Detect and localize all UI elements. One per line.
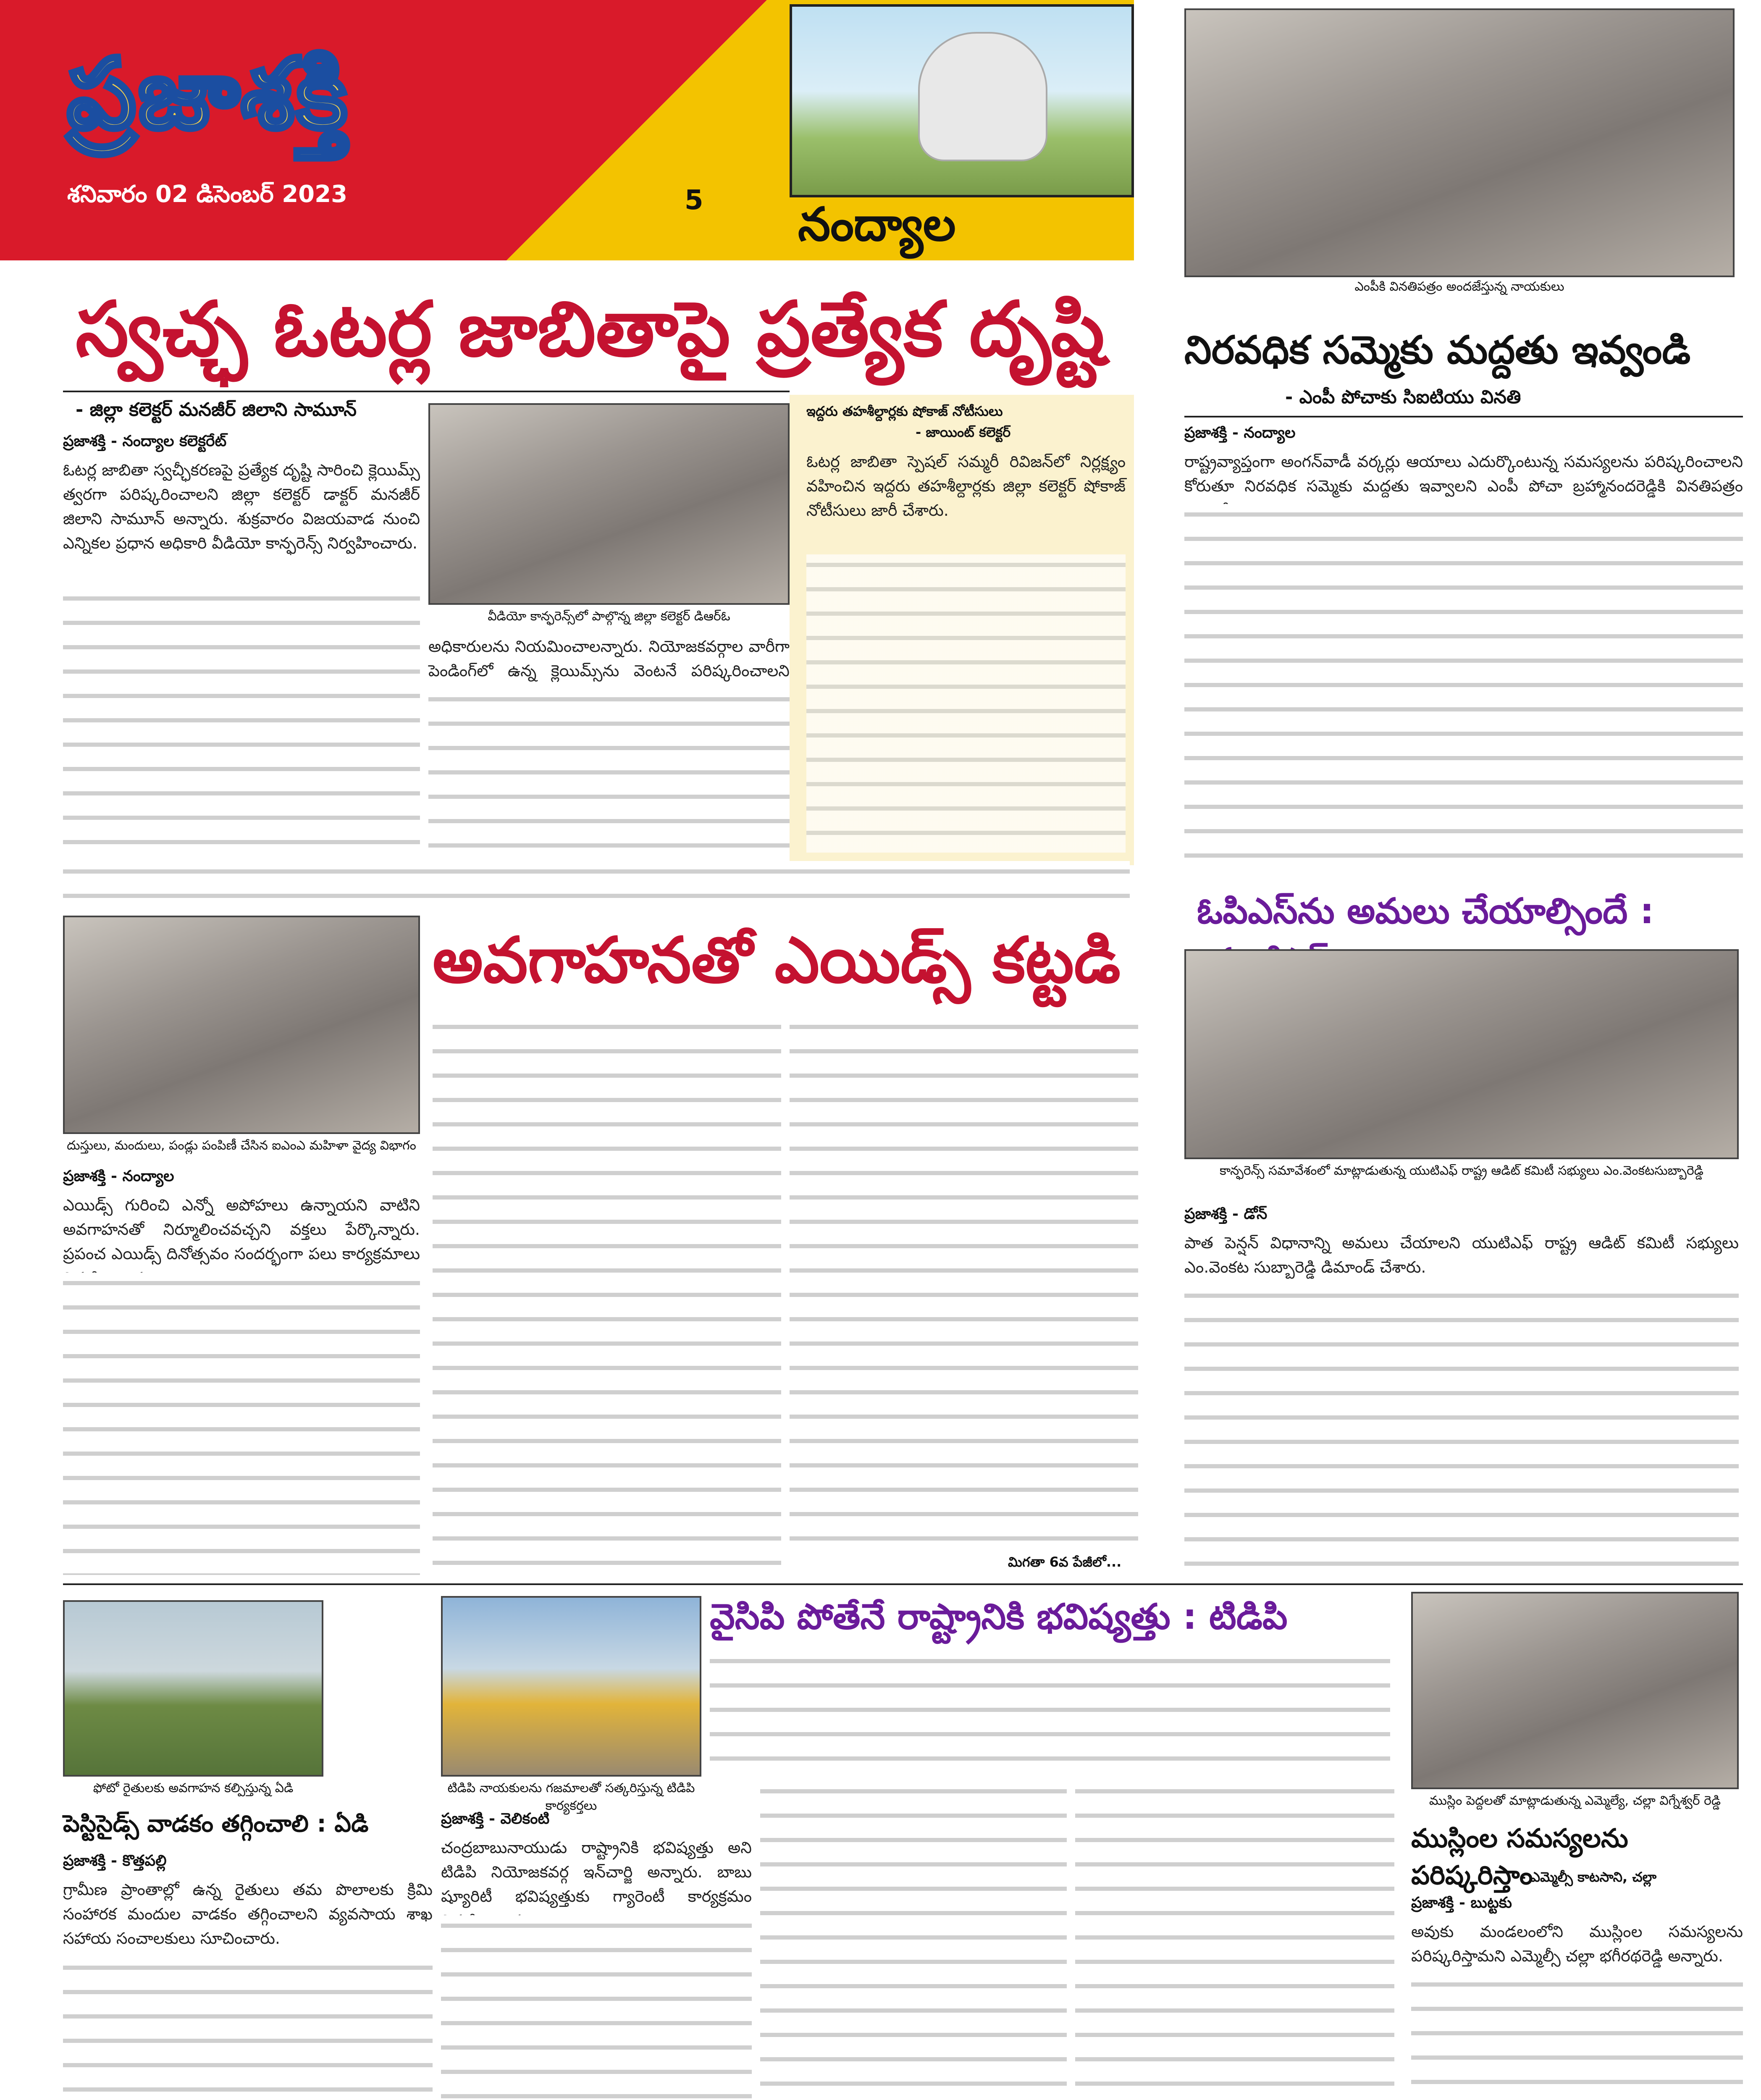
newspaper-logo: ప్రజాశక్తి	[67, 38, 350, 150]
divider	[63, 1583, 1743, 1585]
muslim-headline: ముస్లింల సమస్యలను పరిష్కరిస్తాం	[1411, 1823, 1628, 1890]
video-conference-caption: వీడియో కాన్ఫరెన్స్‌లో పాల్గొన్న జిల్లా కలెక్టర్ డిఆర్‌ఓ	[488, 609, 730, 624]
aids-headline: అవగాహనతో ఎయిడ్స్ కట్టడి	[433, 924, 1121, 997]
strike-support-body-text	[1184, 504, 1743, 874]
aids-body-col3	[790, 1016, 1138, 1554]
tdp-felicitation-photo	[441, 1596, 701, 1777]
muslim-dateline: ప్రజాశక్తి - బుట్టకు	[1411, 1894, 1512, 1911]
showcause-body-text	[806, 554, 1126, 853]
video-conference-photo	[428, 403, 790, 605]
nandi-statue-photo	[790, 4, 1134, 197]
tdp-body-col1	[441, 1915, 752, 2100]
issue-date: శనివారం 02 డిసెంబర్ 2023	[67, 181, 348, 208]
memorandum-photo	[1184, 8, 1735, 277]
tdp-body-col3	[1075, 1781, 1394, 2100]
strike-support-dateline: ప్రజాశక్తి - నంద్యాల	[1184, 424, 1296, 441]
tdp-body-top	[710, 1651, 1390, 1772]
tdp-dateline: ప్రజాశక్తి - వెలికంటి	[441, 1810, 550, 1827]
lead-body-bottom	[63, 861, 1130, 907]
aids-continued: మిగతా 6వ పేజీలో...	[1008, 1554, 1122, 1570]
muslim-body: అవుకు మండలంలోని ముస్లింల సమస్యలను పరిష్కరిస్తామని ఎమ్మెల్సీ చల్లా భగీరథరెడ్డి అన్నారు.	[1411, 1922, 1743, 1965]
divider	[1184, 416, 1743, 417]
muslim-body-text	[1411, 1974, 1743, 2100]
pesticides-dateline: ప్రజాశక్తి - కొత్తపల్లి	[63, 1852, 167, 1869]
utf-conference-caption: కాన్ఫరెన్స్ సమావేశంలో మాట్లాడుతున్న యుటిఎఫ్ రాష్ట్ర ఆడిట్ కమిటీ సభ్యులు ఎం.వెంకటసుబ్బారెడ్డి	[1220, 1163, 1703, 1178]
strike-support-byline: - ఎంపీ పోచాకు సిఐటియు వినతి	[1285, 386, 1521, 408]
tdp-felicitation-caption: టిడిపి నాయకులను గజమాలతో సత్కరిస్తున్న టిడిపి కార్యకర్తలు	[447, 1781, 695, 1813]
divider	[63, 391, 790, 392]
strike-support-body: రాష్ట్రవ్యాప్తంగా అంగన్‌వాడీ వర్కర్లు ఆయాలు ఎదుర్కొంటున్న సమస్యలను పరిష్కరించాలని కోరుతూ నిరవధిక సమ్మెకు మద్దతు ఇవ్వాలని ఎంపీ పోచా బ్రహ్మానందరెడ్డికి వినతిపత్రం	[1184, 452, 1743, 495]
lead-byline: - జిల్లా కలెక్టర్ మనజీర్ జిలాని సామూన్	[76, 399, 357, 420]
muslim-byline: - ఎమ్మెల్సీ కాటసాని, చల్లా	[1520, 1869, 1657, 1885]
aids-body-col2	[433, 1016, 781, 1575]
lead-body-col1	[63, 588, 420, 857]
lead-headline: స్వచ్ఛ ఓటర్ల జాబితాపై ప్రత్యేక దృష్టి	[76, 286, 1105, 373]
pesticides-body-text	[63, 1957, 433, 2100]
tdp-headline: వైసిపి పోతేనే రాష్ట్రానికి భవిష్యత్తు : టిడిపి	[710, 1596, 1288, 1637]
lead-body-col2: అధికారులను నియమించాలన్నారు. నియోజకవర్గాల వారీగా పెండింగ్‌లో ఉన్న క్లెయిమ్స్‌ను వెంటనే పరిష్కరించాలని	[428, 637, 790, 680]
pesticides-body: గ్రామీణ ప్రాంతాల్లో ఉన్న రైతులు తమ పొలాలకు క్రిమి సంహారక మందుల వాడకం తగ్గించాలని వ్యవసాయ శాఖ సహాయ సంచాలకులు సూచించారు.	[63, 1880, 433, 1948]
farmers-field-caption: ఫోటో రైతులకు అవగాహన కల్పిస్తున్న ఏడి	[93, 1781, 294, 1796]
memorandum-photo-caption: ఎంపీకి వినతిపత్రం అందజేస్తున్న నాయకులు	[1354, 279, 1564, 294]
strike-support-headline: నిరవధిక సమ్మెకు మద్దతు ఇవ్వండి	[1184, 328, 1691, 373]
page-number: 5	[685, 185, 703, 216]
showcause-heading: ఇద్దరు తహశీల్దార్లకు షోకాజ్ నోటీసులు	[806, 403, 1003, 419]
edition-name: నంద్యాల	[798, 197, 956, 251]
tdp-body: చంద్రబాబునాయుడు రాష్ట్రానికి భవిష్యత్తు అని టిడిపి నియోజకవర్గ ఇన్‌చార్జి అన్నారు. బాబు ష్యూరిటీ భవిష్యత్తుకు గ్యారెంటీ కార్యక్రమం	[441, 1838, 752, 1906]
muslim-meeting-photo	[1411, 1592, 1739, 1789]
aids-body: ఎయిడ్స్ గురించి ఎన్నో అపోహలు ఉన్నాయని వాటిని అవగాహనతో నిర్మూలించవచ్చని వక్తలు పేర్కొన్నారు. ప్రపంచ ఎయిడ్స్ దినోత్సవం సందర్భంగా పలు కార్యక్రమాలు	[63, 1196, 420, 1263]
muslim-meeting-caption: ముస్లిం పెద్దలతో మాట్లాడుతున్న ఎమ్మెల్యే, చల్లా విగ్నేశ్వర్ రెడ్డి	[1429, 1793, 1721, 1808]
nandi-statue-shape	[918, 32, 1047, 161]
tdp-body-col2	[760, 1781, 1067, 2100]
utf-conference-photo	[1184, 949, 1739, 1159]
ops-headline: ఓపిఎస్‌ను అమలు చేయాల్సిందే :	[1197, 890, 1654, 932]
ops-body: పాత పెన్షన్ విధానాన్ని అమలు చేయాలని యుటిఎఫ్ రాష్ట్ర ఆడిట్ కమిటీ సభ్యులు ఎం.వెంకట సుబ్బారెడ్డి డిమాండ్ చేశారు.	[1184, 1234, 1739, 1276]
aids-awareness-photo	[63, 916, 420, 1134]
aids-awareness-caption: దుస్తులు, మందులు, పండ్లు పంపిణీ చేసిన ఐఎంఎ మహిళా వైద్య విభాగం	[67, 1138, 416, 1153]
ops-body-text	[1184, 1285, 1739, 1571]
pesticides-headline: పెస్టిసైడ్స్ వాడకం తగ్గించాలి : ఏడి	[63, 1810, 369, 1838]
showcause-body: ఓటర్ల జాబితా స్పెషల్ సమ్మరీ రివిజన్‌లో నిర్లక్ష్యం వహించిన ఇద్దరు తహశీల్దార్లకు జిల్లా కలెక్టర్ షోకాజ్ నోటీసులు జారీ చేశారు.	[806, 452, 1126, 520]
showcause-byline: - జాయింట్ కలెక్టర్	[916, 424, 1011, 440]
lead-body-col2-text	[428, 689, 790, 857]
ops-dateline: ప్రజాశక్తి - డోన్	[1184, 1205, 1268, 1223]
lead-body-intro: ఓటర్ల జాబితా స్వచ్ఛీకరణపై ప్రత్యేక దృష్టి సారించి క్లెయిమ్స్ త్వరగా పరిష్కరించాలని జిల్లా కలెక్టర్ డాక్టర్ మనజీర్ జిలాని సామూన్ అన్నారు. శుక్రవారం విజయవాడ నుంచి ఎన్నికల ప్రధాన అధికారి వీడియో కాన్ఫరెన్స్ నిర్వహించారు.	[63, 461, 420, 552]
lead-dateline: ప్రజాశక్తి - నంద్యాల కలెక్టరేట్	[63, 433, 227, 450]
aids-dateline: ప్రజాశక్తి - నంద్యాల	[63, 1168, 174, 1185]
farmers-field-photo	[63, 1600, 323, 1777]
aids-body-col1	[63, 1273, 420, 1575]
